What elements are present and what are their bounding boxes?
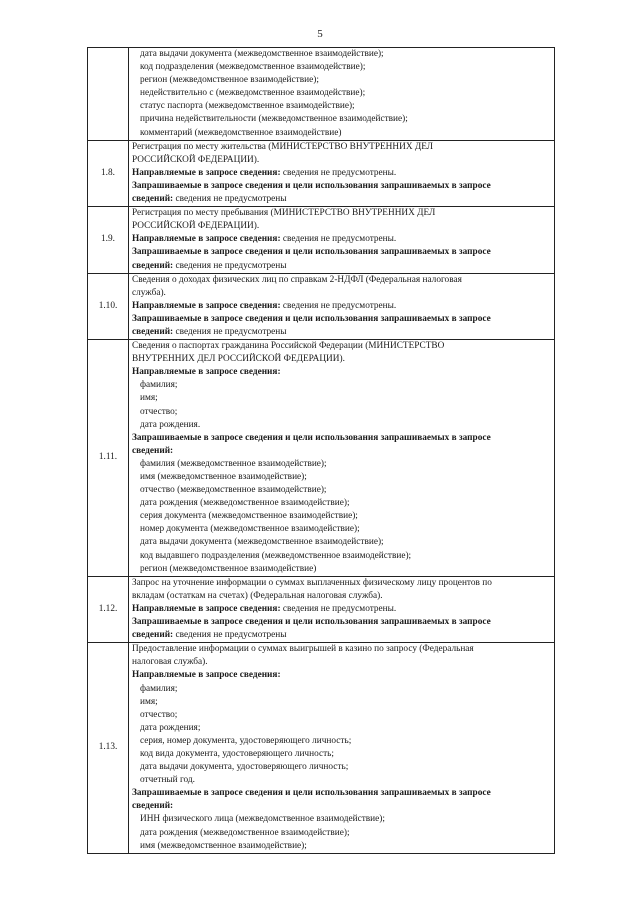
row-content bbox=[129, 340, 555, 577]
requested-label: Запрашиваемые в запросе сведения и цели использования запрашиваемых в запросе bbox=[132, 788, 491, 799]
requested-value: сведения не предусмотрены bbox=[175, 194, 287, 205]
list-item: ИНН физического лица (межведомственное взаимодействие); bbox=[140, 814, 385, 825]
list-item: код вида документа, удостоверяющего личность; bbox=[140, 748, 334, 759]
sent-label: Направляемые в запросе сведения: bbox=[132, 300, 281, 311]
row-title: РОССИЙСКОЙ ФЕДЕРАЦИИ). bbox=[132, 221, 260, 232]
requested-label-end: сведений: bbox=[132, 326, 174, 337]
list-item: причина недействительности (межведомственное взаимодействие); bbox=[140, 114, 408, 125]
row-content bbox=[129, 273, 555, 339]
list-item: статус паспорта (межведомственное взаимодействие); bbox=[140, 101, 355, 112]
table-row bbox=[88, 643, 555, 854]
row-content bbox=[129, 48, 555, 141]
row-title: налоговая служба). bbox=[132, 657, 208, 668]
row-title: Сведения о доходах физических лиц по справкам 2-НДФЛ (Федеральная налоговая bbox=[132, 274, 462, 285]
list-item: имя (межведомственное взаимодействие); bbox=[140, 472, 307, 482]
list-item: дата рождения (межведомственное взаимодействие); bbox=[140, 498, 350, 509]
list-item: код выдавшего подразделения (межведомственное взаимодействие); bbox=[140, 550, 412, 561]
list-item: дата выдачи документа, удостоверяющего личность; bbox=[140, 762, 349, 773]
list-item: недействительно с (межведомственное взаимодействие); bbox=[140, 88, 366, 99]
row-number: 1.9. bbox=[88, 207, 129, 273]
page-number: 5 bbox=[317, 28, 323, 40]
row-title: Предоставление информации о суммах выигрышей в казино по запросу (Федеральная bbox=[132, 644, 474, 655]
requested-value: сведения не предусмотрены bbox=[175, 326, 287, 337]
row-title: служба). bbox=[132, 287, 166, 298]
list-item: дата рождения. bbox=[140, 419, 201, 430]
table-row bbox=[88, 207, 555, 273]
list-item: имя; bbox=[140, 393, 158, 404]
list-item: серия, номер документа, удостоверяющего личность; bbox=[140, 735, 352, 746]
sent-value: сведения не предусмотрены. bbox=[282, 234, 397, 245]
requested-label-end: сведений: bbox=[132, 801, 174, 812]
list-item: отчество; bbox=[140, 406, 178, 417]
row-number: 1.13. bbox=[88, 643, 129, 854]
sent-value: сведения не предусмотрены. bbox=[282, 603, 397, 614]
sent-label: Направляемые в запросе сведения: bbox=[132, 670, 281, 681]
requested-label-end: сведений: bbox=[132, 194, 174, 205]
list-item: имя; bbox=[140, 696, 158, 707]
list-item: имя (межведомственное взаимодействие); bbox=[140, 840, 307, 851]
row-title: ВНУТРЕННИХ ДЕЛ РОССИЙСКОЙ ФЕДЕРАЦИИ). bbox=[132, 354, 345, 365]
requested-label: Запрашиваемые в запросе сведения и цели использования запрашиваемых в запросе bbox=[132, 617, 491, 628]
sent-label: Направляемые в запросе сведения: bbox=[132, 603, 281, 614]
list-item: фамилия (межведомственное взаимодействие); bbox=[140, 458, 327, 469]
list-item: дата рождения (межведомственное взаимодействие); bbox=[140, 827, 350, 838]
row-number bbox=[88, 48, 129, 141]
sent-value: сведения не предусмотрены. bbox=[282, 300, 397, 311]
list-item: отчество (межведомственное взаимодействие); bbox=[140, 485, 327, 496]
table-row bbox=[88, 140, 555, 206]
table-row bbox=[88, 576, 555, 642]
row-title: Запрос на уточнение информации о суммах выплаченных физическому лицу процентов по bbox=[132, 577, 492, 588]
requested-label-end: сведений: bbox=[132, 260, 174, 271]
list-item: дата выдачи документа (межведомственное взаимодействие); bbox=[140, 49, 384, 59]
sent-label: Направляемые в запросе сведения: bbox=[132, 367, 281, 378]
list-item: фамилия; bbox=[140, 683, 178, 694]
requested-value: сведения не предусмотрены bbox=[175, 260, 287, 271]
row-content bbox=[129, 576, 555, 642]
requested-label-end: сведений: bbox=[132, 630, 174, 641]
list-item: серия документа (межведомственное взаимодействие); bbox=[140, 511, 358, 522]
row-number: 1.10. bbox=[88, 273, 129, 339]
requirements-table bbox=[87, 47, 555, 854]
row-title: Регистрация по месту жительства (МИНИСТЕРСТВО ВНУТРЕННИХ ДЕЛ bbox=[132, 141, 434, 152]
row-number: 1.8. bbox=[88, 140, 129, 206]
row-content bbox=[129, 643, 555, 854]
list-item: регион (межведомственное взаимодействие) bbox=[140, 563, 317, 574]
sent-value: сведения не предусмотрены. bbox=[282, 167, 397, 178]
row-content bbox=[129, 140, 555, 206]
row-content bbox=[129, 207, 555, 273]
requested-label: Запрашиваемые в запросе сведения и цели использования запрашиваемых в запросе bbox=[132, 432, 491, 443]
list-item: регион (межведомственное взаимодействие); bbox=[140, 75, 319, 86]
row-title: вкладам (остаткам на счетах) (Федеральная налоговая служба). bbox=[132, 590, 383, 601]
requested-label: Запрашиваемые в запросе сведения и цели использования запрашиваемых в запросе bbox=[132, 180, 491, 191]
table-row bbox=[88, 340, 555, 577]
list-item: фамилия; bbox=[140, 380, 178, 391]
requested-label: Запрашиваемые в запросе сведения и цели использования запрашиваемых в запросе bbox=[132, 247, 491, 258]
list-item: дата рождения; bbox=[140, 722, 201, 733]
list-item: отчетный год. bbox=[140, 775, 195, 786]
row-title: РОССИЙСКОЙ ФЕДЕРАЦИИ). bbox=[132, 154, 260, 165]
table-row bbox=[88, 273, 555, 339]
sent-label: Направляемые в запросе сведения: bbox=[132, 234, 281, 245]
requested-label-end: сведений: bbox=[132, 445, 174, 456]
row-number: 1.12. bbox=[88, 576, 129, 642]
row-title: Регистрация по месту пребывания (МИНИСТЕРСТВО ВНУТРЕННИХ ДЕЛ bbox=[132, 208, 436, 219]
list-item: код подразделения (межведомственное взаимодействие); bbox=[140, 62, 366, 73]
list-item: комментарий (межведомственное взаимодействие) bbox=[140, 127, 342, 138]
requested-value: сведения не предусмотрены bbox=[175, 630, 287, 641]
requested-label: Запрашиваемые в запросе сведения и цели использования запрашиваемых в запросе bbox=[132, 313, 491, 324]
row-number: 1.11. bbox=[88, 340, 129, 577]
list-item: номер документа (межведомственное взаимодействие); bbox=[140, 524, 360, 535]
row-title: Сведения о паспортах гражданина Российской Федерации (МИНИСТЕРСТВО bbox=[132, 341, 445, 352]
sent-label: Направляемые в запросе сведения: bbox=[132, 167, 281, 178]
list-item: отчество; bbox=[140, 709, 178, 720]
table-row bbox=[88, 48, 555, 141]
list-item: дата выдачи документа (межведомственное взаимодействие); bbox=[140, 537, 384, 548]
